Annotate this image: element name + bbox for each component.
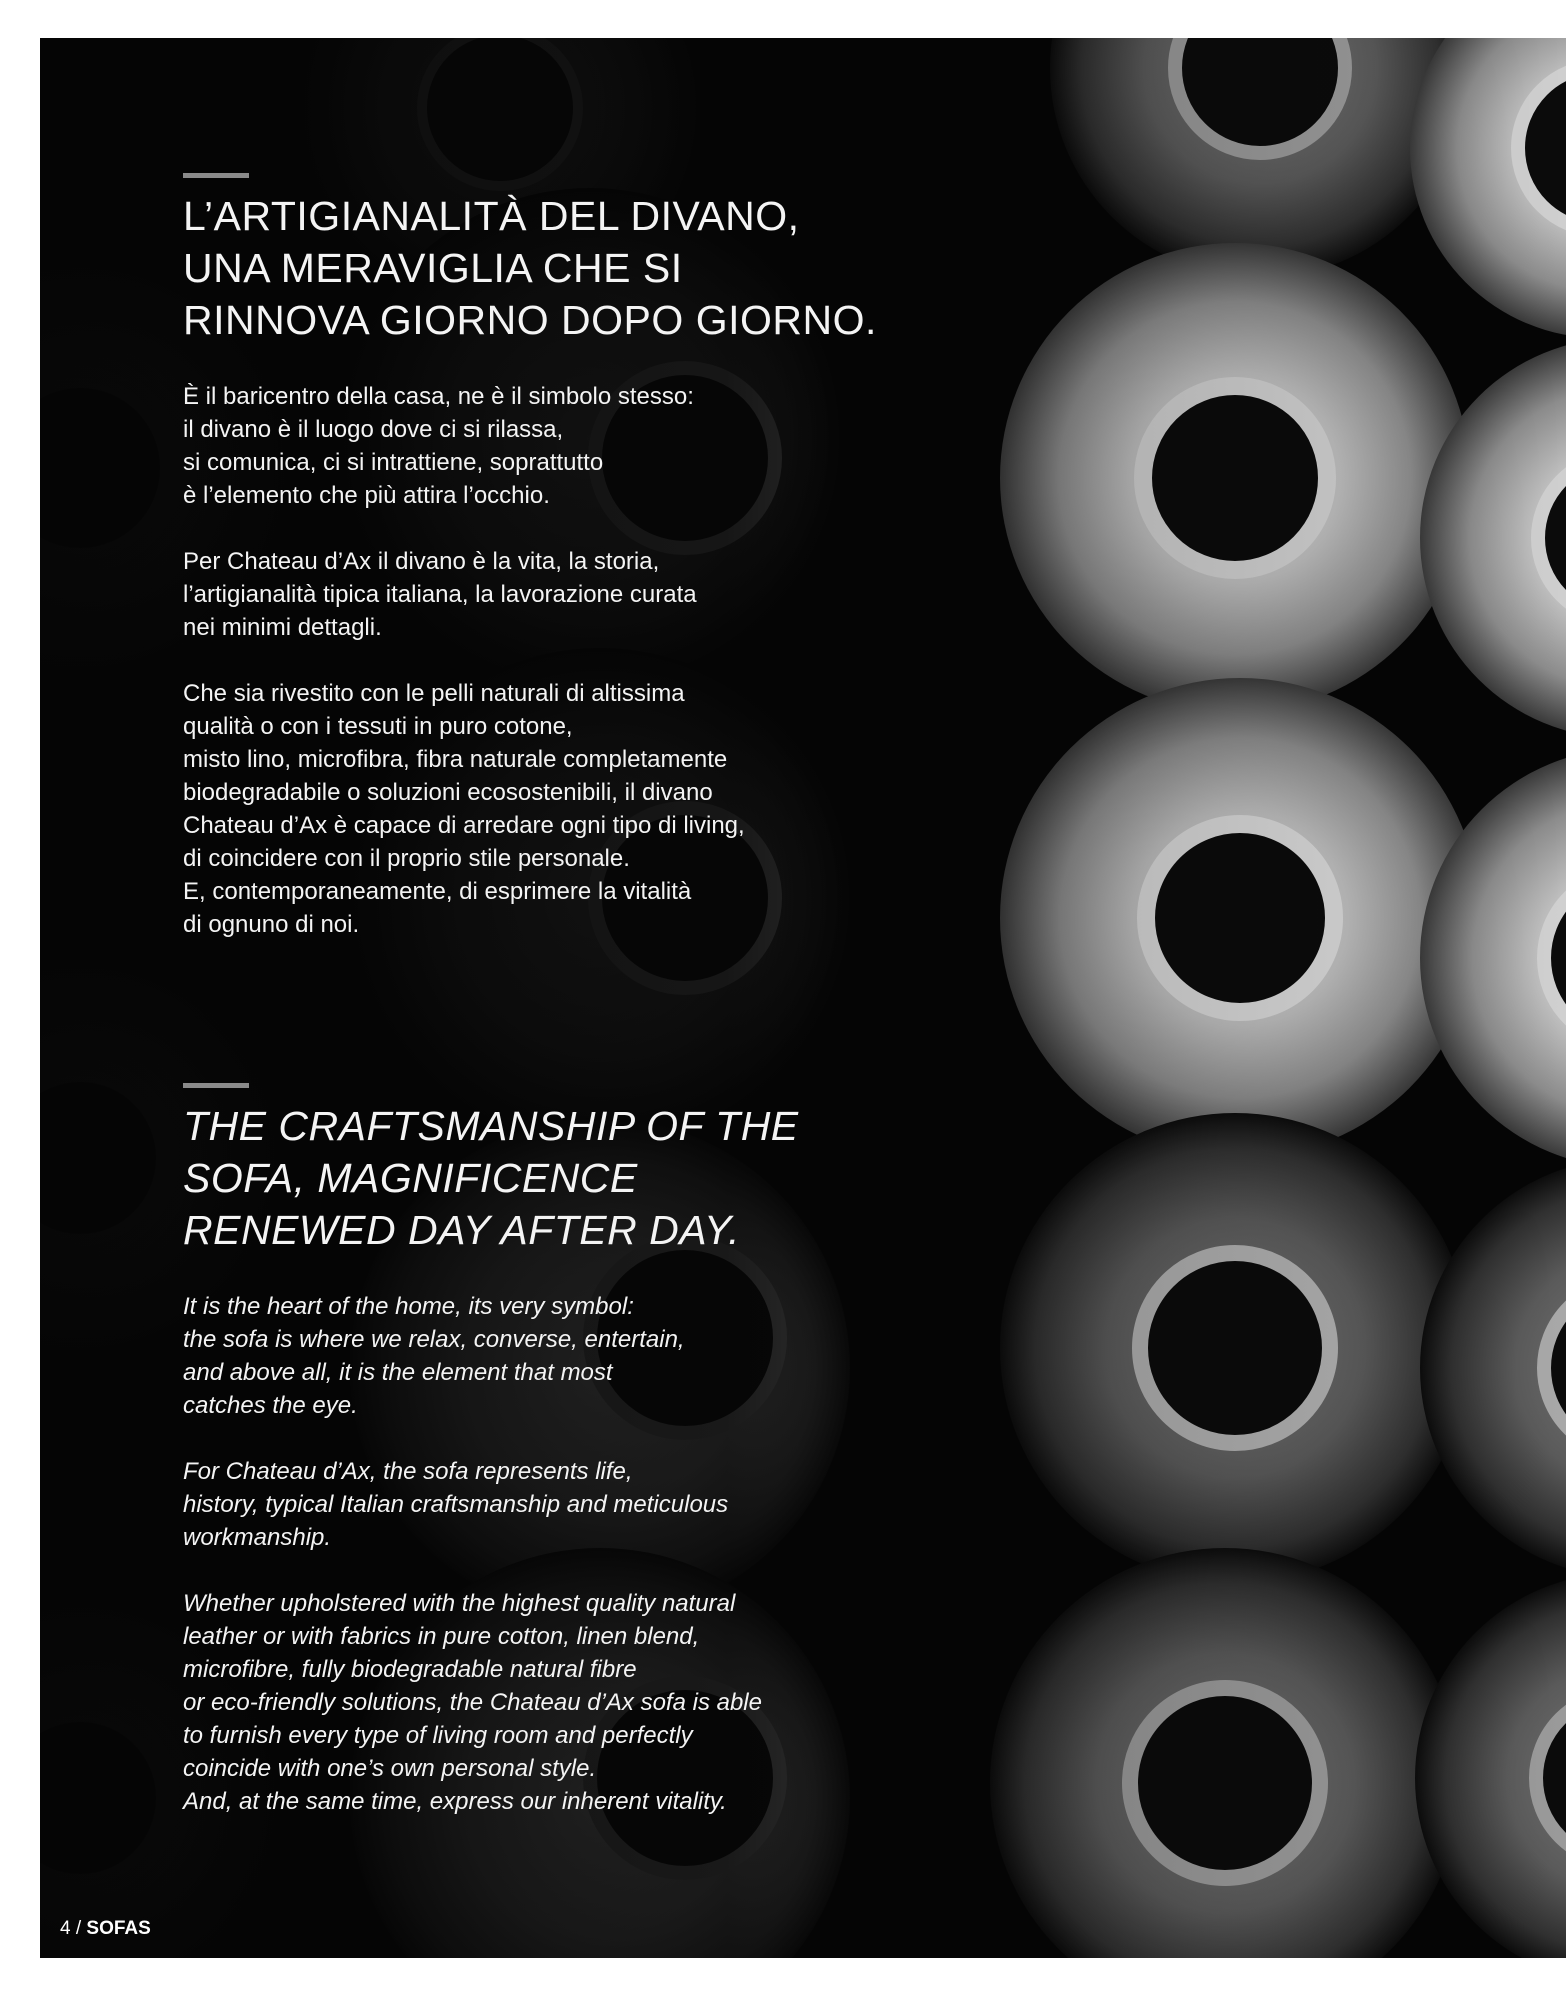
paragraph-line: E, contemporaneamente, di esprimere la vitalità <box>183 878 692 905</box>
paragraph-line: catches the eye. <box>183 1392 358 1419</box>
paragraph-line: l’artigianalità tipica italiana, la lavorazione curata <box>183 581 697 608</box>
paragraph-line: For Chateau d’Ax, the sofa represents life, <box>183 1458 633 1485</box>
paragraph-line: di ognuno di noi. <box>183 911 360 938</box>
heading-line: UNA MERAVIGLIA CHE SI <box>183 245 683 291</box>
heading-line: L’ARTIGIANALITÀ DEL DIVANO, <box>183 193 800 239</box>
paragraph-line: Chateau d’Ax è capace di arredare ogni tipo di living, <box>183 812 745 839</box>
paragraph-line: coincide with one’s own personal style. <box>183 1755 597 1782</box>
italian-paragraph <box>183 545 883 644</box>
paragraph-line: è l’elemento che più attira l’occhio. <box>183 482 550 509</box>
paragraph-line: biodegradabile o soluzioni ecosostenibili, il divano <box>183 779 713 806</box>
paragraph-line: Per Chateau d’Ax il divano è la vita, la storia, <box>183 548 660 575</box>
paragraph-line: history, typical Italian craftsmanship and meticulous <box>183 1491 729 1518</box>
english-heading <box>183 1100 883 1256</box>
heading-line: RENEWED DAY AFTER DAY. <box>183 1207 741 1253</box>
paragraph-line: misto lino, microfibra, fibra naturale completamente <box>183 746 728 773</box>
english-section <box>183 1083 883 1818</box>
italian-section <box>183 173 883 941</box>
page-panel <box>40 38 1566 1958</box>
page-number: 4 <box>60 1918 71 1939</box>
section-rule <box>183 173 249 178</box>
page-footer <box>60 1918 151 1940</box>
paragraph-line: si comunica, ci si intrattiene, soprattutto <box>183 449 604 476</box>
paragraph-line: Whether upholstered with the highest quality natural <box>183 1590 736 1617</box>
paragraph-line: il divano è il luogo dove ci si rilassa, <box>183 416 564 443</box>
section-name: SOFAS <box>86 1918 151 1939</box>
english-paragraph <box>183 1587 883 1818</box>
italian-paragraph <box>183 677 883 941</box>
paragraph-line: leather or with fabrics in pure cotton, linen blend, <box>183 1623 700 1650</box>
paragraph-line: And, at the same time, express our inherent vitality. <box>183 1788 727 1815</box>
paragraph-line: the sofa is where we relax, converse, entertain, <box>183 1326 685 1353</box>
paragraph-line: to furnish every type of living room and perfectly <box>183 1722 693 1749</box>
paragraph-line: nei minimi dettagli. <box>183 614 382 641</box>
section-rule <box>183 1083 249 1088</box>
english-paragraph <box>183 1290 883 1422</box>
paragraph-line: Che sia rivestito con le pelli naturali di altissima <box>183 680 685 707</box>
paragraph-line: microfibre, fully biodegradable natural fibre <box>183 1656 637 1683</box>
italian-paragraph <box>183 380 883 512</box>
heading-line: SOFA, MAGNIFICENCE <box>183 1155 638 1201</box>
footer-separator: / <box>75 1918 82 1939</box>
paragraph-line: qualità o con i tessuti in puro cotone, <box>183 713 573 740</box>
paragraph-line: workmanship. <box>183 1524 332 1551</box>
english-paragraph <box>183 1455 883 1554</box>
italian-heading <box>183 190 883 346</box>
paragraph-line: and above all, it is the element that most <box>183 1359 613 1386</box>
heading-line: RINNOVA GIORNO DOPO GIORNO. <box>183 297 877 343</box>
heading-line: THE CRAFTSMANSHIP OF THE <box>183 1103 799 1149</box>
paragraph-line: È il baricentro della casa, ne è il simbolo stesso: <box>183 383 694 410</box>
paragraph-line: di coincidere con il proprio stile personale. <box>183 845 630 872</box>
paragraph-line: It is the heart of the home, its very symbol: <box>183 1293 634 1320</box>
paragraph-line: or eco-friendly solutions, the Chateau d’Ax sofa is able <box>183 1689 762 1716</box>
